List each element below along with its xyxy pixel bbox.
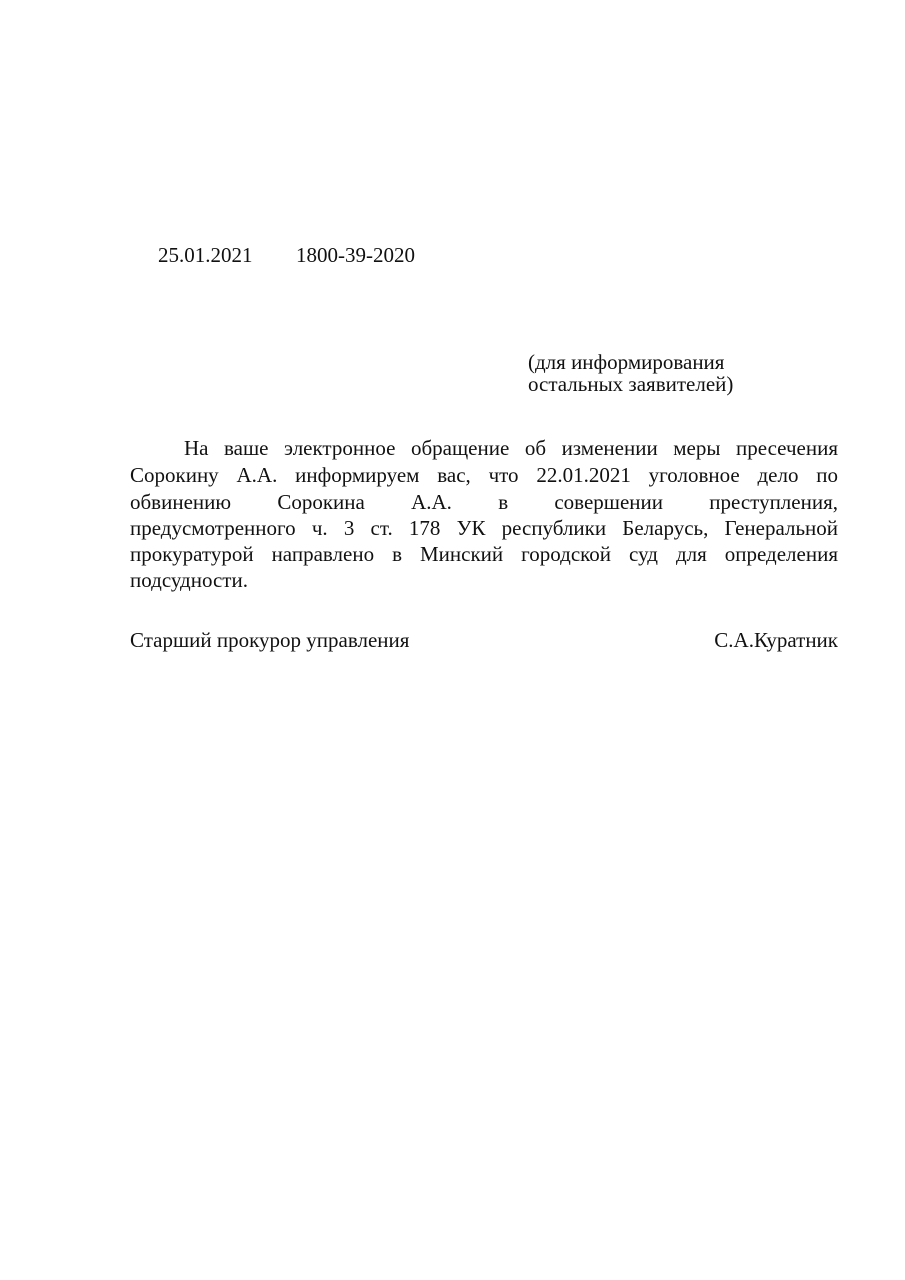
signatory-position: Старший прокурор управления — [130, 628, 410, 652]
recipient-line-1: (для информирования — [528, 350, 725, 374]
body-line: обвинению Сорокина А.А. в совершении преступления, — [130, 490, 838, 514]
body-line: подсудности. — [130, 568, 248, 592]
recipient-line-2: остальных заявителей) — [528, 372, 734, 396]
body-line: прокуратурой направлено в Минский городской суд для определения — [130, 542, 838, 566]
document-date: 25.01.2021 — [158, 243, 253, 267]
reference-number: 1800-39-2020 — [296, 243, 415, 267]
body-line: предусмотренного ч. 3 ст. 178 УК республики Беларусь, Генеральной — [130, 516, 838, 540]
signatory-name: С.А.Куратник — [714, 628, 838, 652]
body-line: На ваше электронное обращение об изменении меры пресечения — [184, 436, 838, 460]
body-line: Сорокину А.А. информируем вас, что 22.01.2021 уголовное дело по — [130, 463, 838, 487]
